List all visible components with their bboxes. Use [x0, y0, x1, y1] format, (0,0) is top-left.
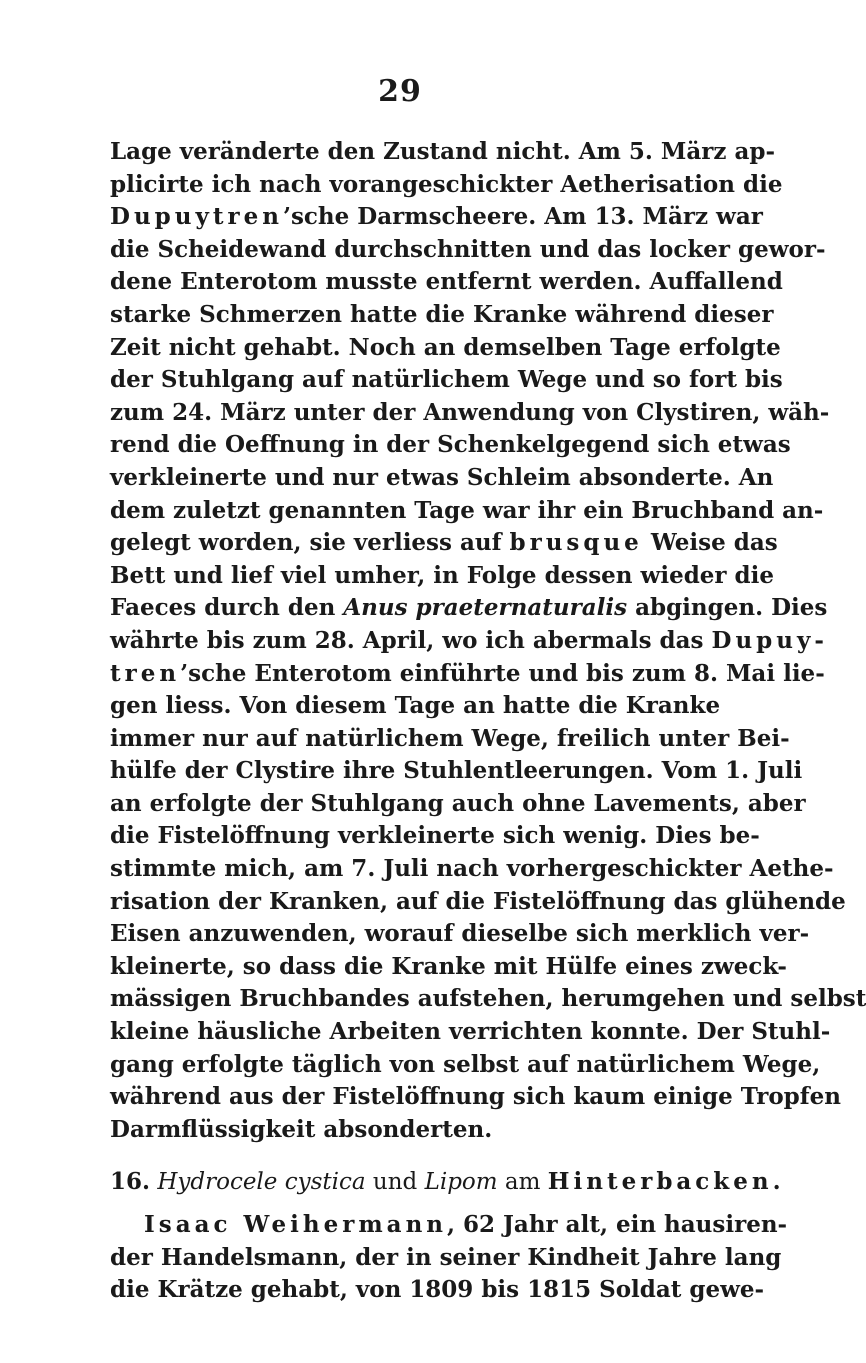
text-line: kleinerte, so dass die Kranke mit Hülfe eines zweck- — [110, 952, 787, 980]
section-title-spaced: Hinterbacken. — [547, 1168, 785, 1196]
text-line: mässigen Bruchbandes aufstehen, herumgehen und selbst — [110, 985, 866, 1013]
section-number: 16. — [110, 1168, 151, 1196]
text-line: hülfe der Clystire ihre Stuhlentleerungen. Vom 1. Juli — [110, 757, 803, 785]
patient-name-spaced: Isaac Weihermann — [144, 1211, 448, 1238]
text-line: rend die Oeffnung in der Schenkelgegend sich etwas — [110, 431, 791, 459]
text-line: gen liess. Von diesem Tage an hatte die Kranke — [110, 692, 721, 720]
text-line: Darmflüssigkeit absonderten. — [110, 1115, 493, 1143]
paragraph-case-continuation — [110, 136, 866, 1146]
section-title-italic: Lipom — [424, 1169, 498, 1196]
text-line: kleine häusliche Arbeiten verrichten konnte. Der Stuhl- — [110, 1018, 831, 1046]
section-gap — [110, 1146, 690, 1166]
text-line: die Scheidewand durchschnitten und das locker gewor- — [110, 235, 826, 263]
text-line: Zeit nicht gehabt. Noch an demselben Tage erfolgte — [110, 333, 781, 361]
author-name-spaced: Dupuy- — [711, 626, 828, 654]
text-body — [110, 136, 866, 1307]
text-line: Bett und lief viel umher, in Folge dessen wieder die — [110, 561, 775, 589]
text-line: Faeces durch den Anus praeternaturalis abgingen. Dies — [110, 594, 828, 622]
text-line: die Fistelöffnung verkleinerte sich wenig. Dies be- — [110, 822, 760, 850]
text-line: während aus der Fistelöffnung sich kaum einige Tropfen — [110, 1083, 842, 1111]
text-line: immer nur auf natürlichem Wege, freilich unter Bei- — [110, 724, 790, 752]
text-line: der Handelsmann, der in seiner Kindheit Jahre lang — [110, 1243, 782, 1271]
text-line: Lage veränderte den Zustand nicht. Am 5. März ap- — [110, 138, 775, 165]
paragraph-case-16 — [110, 1209, 788, 1307]
section-heading: 16. Hydrocele cystica und Lipom am Hinterbacken. — [110, 1168, 785, 1196]
text-line: tren’sche Enterotom einführte und bis zum 8. Mai lie- — [110, 659, 825, 687]
page-number: 29 — [378, 74, 422, 109]
text-line: stimmte mich, am 7. Juli nach vorhergeschickter Aethe- — [110, 855, 834, 883]
text-line: die Krätze gehabt, von 1809 bis 1815 Soldat gewe- — [110, 1276, 765, 1304]
text-line: der Stuhlgang auf natürlichem Wege und so fort bis — [110, 366, 783, 394]
spaced-word: brusque — [509, 529, 643, 557]
section-title-italic: Hydrocele cystica — [157, 1169, 366, 1196]
italic-term: Anus praeternaturalis — [343, 594, 628, 622]
text-line: währte bis zum 28. April, wo ich abermals das Dupuy- — [110, 626, 828, 654]
text-line: gelegt worden, sie verliess auf brusque Weise das — [110, 529, 778, 557]
text-line: zum 24. März unter der Anwendung von Clystiren, wäh- — [110, 398, 830, 426]
text-line: dene Enterotom musste entfernt werden. Auffallend — [110, 268, 783, 296]
text-line: an erfolgte der Stuhlgang auch ohne Lavements, aber — [110, 789, 806, 817]
text-line: Eisen anzuwenden, worauf dieselbe sich merklich ver- — [110, 920, 810, 948]
text-line: Dupuytren’sche Darmscheere. Am 13. März war — [110, 203, 763, 231]
text-line: Isaac Weihermann, 62 Jahr alt, ein hausiren- — [144, 1211, 788, 1238]
text-line: starke Schmerzen hatte die Kranke während dieser — [110, 300, 774, 328]
text-line: verkleinerte und nur etwas Schleim absonderte. An — [110, 463, 774, 491]
text-line: dem zuletzt genannten Tage war ihr ein Bruchband an- — [110, 496, 824, 524]
text-line: plicirte ich nach vorangeschickter Aetherisation die — [110, 170, 783, 198]
text-line: risation der Kranken, auf die Fistelöffnung das glühende — [110, 887, 846, 915]
author-name-spaced: Dupuytren — [110, 203, 283, 231]
author-name-spaced: tren — [110, 659, 181, 687]
heading-gap — [110, 1199, 690, 1209]
text-line: gang erfolgte täglich von selbst auf natürlichem Wege, — [110, 1050, 821, 1078]
